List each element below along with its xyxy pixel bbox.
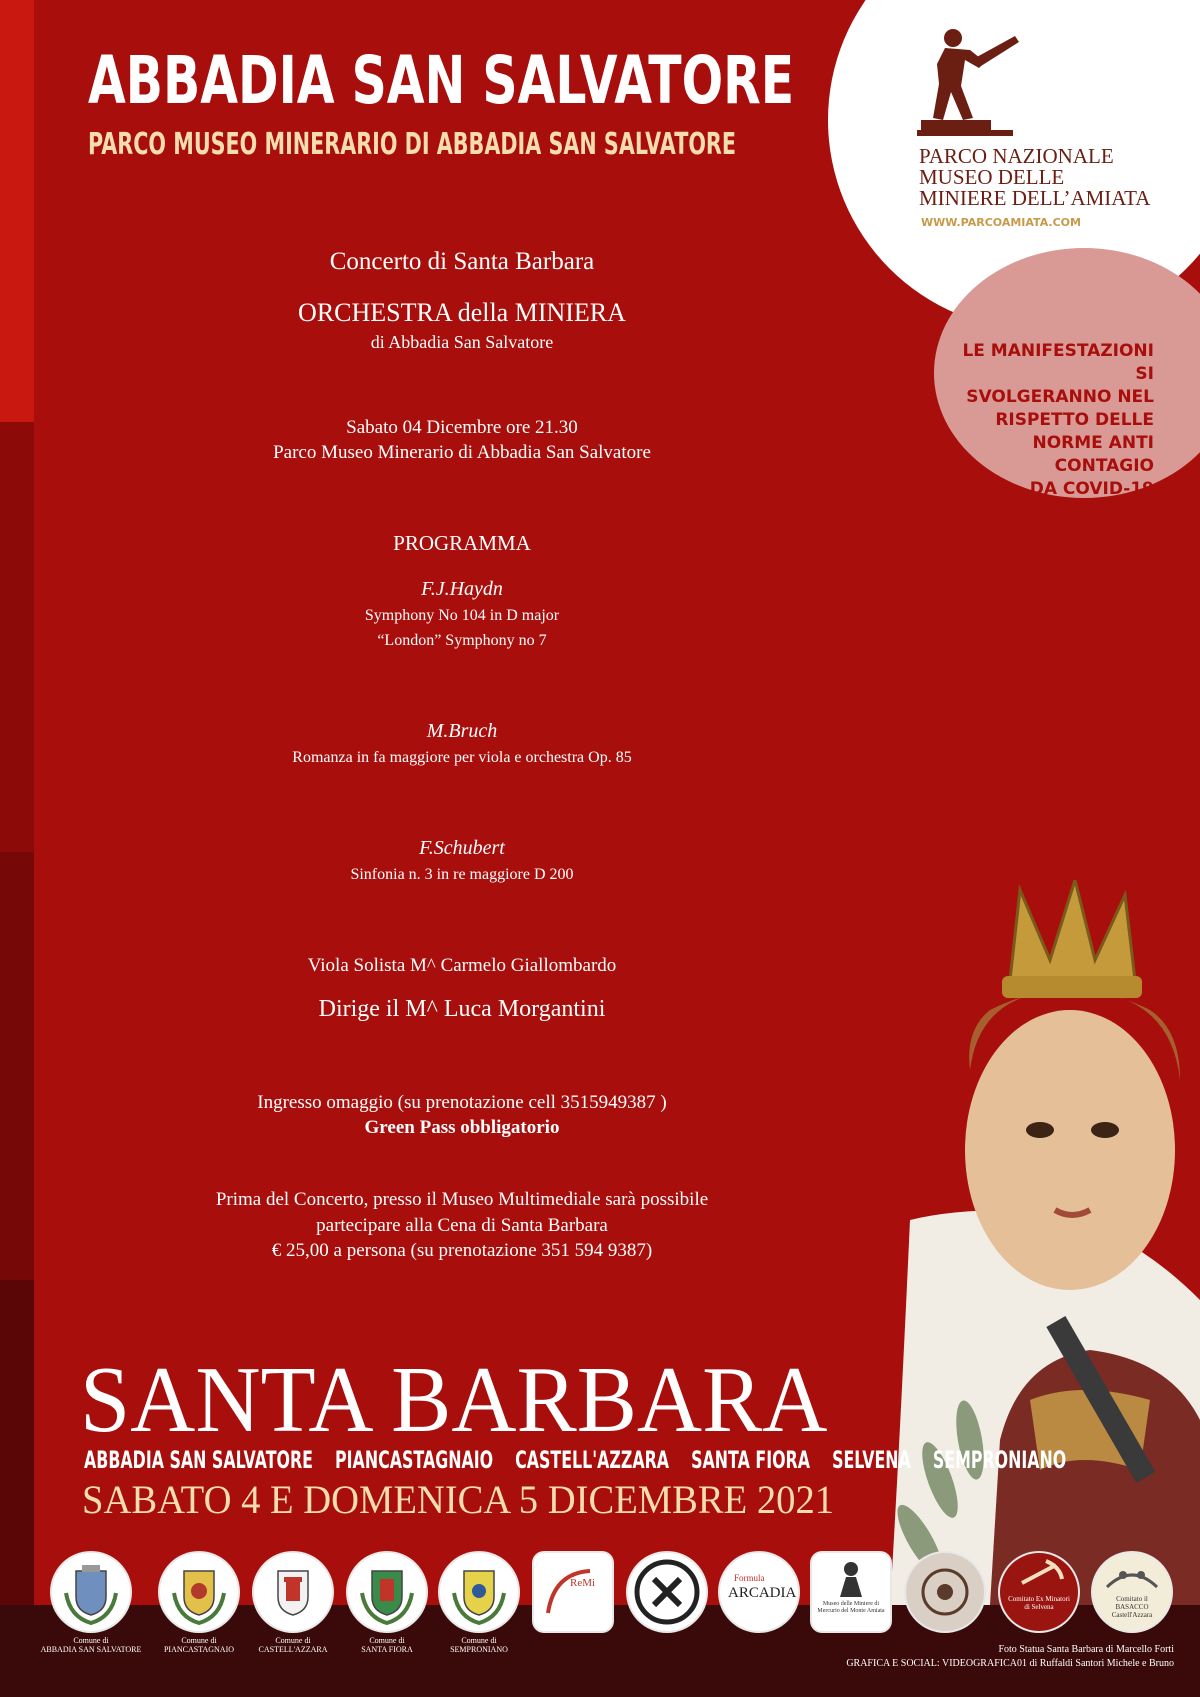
park-logo-text: [919, 146, 1150, 209]
town-name: SELVENA: [832, 1446, 911, 1474]
coat-of-arms-icon: [52, 1553, 130, 1631]
arcadia-label: ARCADIA: [728, 1585, 797, 1601]
caption-prefix: Comune di: [461, 1636, 497, 1645]
town-name: CASTELL'AZZARA: [515, 1446, 670, 1474]
composer-name: M.Bruch: [426, 720, 498, 742]
program-heading: PROGRAMMA: [393, 531, 531, 555]
museo-label: Museo delle Miniere di Mercurio del Monte Amiata: [817, 1601, 885, 1614]
comune-crest-badge: [440, 1553, 518, 1631]
caption-name: CASTELL'AZZARA: [258, 1645, 328, 1654]
concert-date: Sabato 04 Dicembre ore 21.30: [346, 417, 578, 438]
side-stripe: [0, 0, 34, 422]
caption-name: PIANCASTAGNAIO: [163, 1645, 235, 1654]
dinner-text: partecipare alla: [316, 1215, 433, 1236]
town-name: SANTA FIORA: [691, 1446, 811, 1474]
covid-line: LE MANIFESTAZIONI SI: [962, 341, 1154, 384]
comune-caption: [31, 1636, 151, 1654]
orchestra-name: ORCHESTRA della MINIERA: [298, 298, 626, 327]
museo-miniere-logo: [812, 1553, 890, 1631]
caption-name: SANTA FIORA: [361, 1645, 413, 1654]
conductor: Dirige il M^ Luca Morgantini: [318, 996, 606, 1022]
coat-of-arms-icon: [160, 1553, 238, 1631]
work-title: Sinfonia n. 3 in re maggiore D 200: [350, 866, 574, 883]
basacco-label: Comitato il BASACCO Castell'Azzara: [1111, 1595, 1153, 1619]
remi-label: ReMi: [570, 1577, 596, 1589]
side-stripe: [0, 422, 34, 852]
side-stripe: [0, 852, 34, 1280]
concert-title: Concerto di Santa Barbara: [329, 248, 595, 275]
miner-logo-icon: [915, 28, 1025, 140]
composer-name: F.Schubert: [419, 837, 505, 859]
coat-of-arms-icon: [440, 1553, 518, 1631]
covid-line: NORME ANTI CONTAGIO: [1032, 433, 1154, 476]
park-logo-line: MUSEO DELLE: [919, 165, 1065, 189]
festival-dates: SABATO 4 E DOMENICA 5 DICEMBRE 2021: [82, 1477, 835, 1522]
dinner-info-line: Prima del Concerto, presso il Museo Multimediale sarà possibile: [215, 1189, 709, 1210]
comune-caption: [419, 1636, 539, 1654]
comune-crest-badge: [52, 1553, 130, 1631]
park-logo-line: MINIERE DELL’AMIATA: [919, 186, 1151, 210]
dinner-highlight: Cena di Santa Barbara: [437, 1215, 608, 1236]
santa-barbara-statue-image: [880, 880, 1200, 1605]
basacco-logo: [1093, 1553, 1171, 1631]
photo-credit: Foto Statua Santa Barbara di Marcello Forti: [998, 1644, 1174, 1655]
town-name: SEMPRONIANO: [932, 1446, 1067, 1474]
comitato-selvena-label: Comitato Ex Minatori di Selvena: [1008, 1595, 1070, 1611]
dinner-info-line: [160, 1215, 764, 1237]
caption-prefix: Comune di: [181, 1636, 217, 1645]
park-logo-line: PARCO NAZIONALE: [919, 144, 1114, 168]
covid-line: DA COVID-19: [1029, 479, 1154, 499]
covid-notice: [962, 340, 1154, 501]
festival-towns: [84, 1446, 1066, 1474]
dinner-price: € 25,00 a persona (su prenotazione 351 594 9387): [271, 1240, 653, 1261]
miner-figure-icon: [812, 1553, 890, 1603]
green-pass-notice: Green Pass obbligatorio: [364, 1117, 560, 1138]
association-seal-logo: [906, 1553, 984, 1631]
arcadia-top-label: Formula: [734, 1573, 765, 1583]
caption-prefix: Comune di: [275, 1636, 311, 1645]
seal-icon: [906, 1553, 984, 1631]
minatori-association-logo: [628, 1553, 706, 1631]
town-name: PIANCASTAGNAIO: [335, 1446, 494, 1474]
soloist: Viola Solista M^ Carmelo Giallombardo: [307, 955, 617, 976]
comune-crest-badge: [348, 1553, 426, 1631]
arcadia-logo: [720, 1553, 798, 1631]
comune-crest-badge: [254, 1553, 332, 1631]
work-title: Romanza in fa maggiore per viola e orchestra Op. 85: [292, 749, 632, 766]
remi-logo: [534, 1553, 612, 1631]
park-url[interactable]: WWW.PARCOAMIATA.COM: [921, 216, 1081, 229]
caption-name: SEMPRONIANO: [450, 1645, 508, 1654]
covid-line: RISPETTO DELLE: [995, 410, 1154, 430]
comune-crest-badge: [160, 1553, 238, 1631]
concert-venue: Parco Museo Minerario di Abbadia San Salvatore: [273, 442, 651, 463]
orchestra-origin: di Abbadia San Salvatore: [370, 332, 554, 352]
page-subtitle: PARCO MUSEO MINERARIO DI ABBADIA SAN SALVATORE: [88, 127, 737, 162]
remi-swoosh-icon: [534, 1553, 612, 1631]
work-title: Symphony No 104 in D major: [364, 607, 560, 624]
caption-prefix: Comune di: [369, 1636, 405, 1645]
festival-title: SANTA BARBARA: [80, 1348, 828, 1452]
crossed-hammers-icon: [628, 1553, 706, 1631]
caption-name: ABBADIA SAN SALVATORE: [40, 1645, 142, 1654]
page-title: ABBADIA SAN SALVATORE: [88, 42, 795, 119]
composer-name: F.J.Haydn: [421, 578, 503, 600]
caption-prefix: Comune di: [73, 1636, 109, 1645]
coat-of-arms-icon: [348, 1553, 426, 1631]
covid-line: SVOLGERANNO NEL: [966, 387, 1154, 407]
comitato-selvena-logo: [1000, 1553, 1078, 1631]
coat-of-arms-icon: [254, 1553, 332, 1631]
entry-info: Ingresso omaggio (su prenotazione cell 3515949387 ): [257, 1092, 667, 1113]
work-title: “London” Symphony no 7: [377, 632, 547, 649]
graphics-credit: GRAFICA E SOCIAL: VIDEOGRAFICA01 di Ruffaldi Santori Michele e Bruno: [846, 1658, 1174, 1669]
town-name: ABBADIA SAN SALVATORE: [84, 1446, 313, 1474]
